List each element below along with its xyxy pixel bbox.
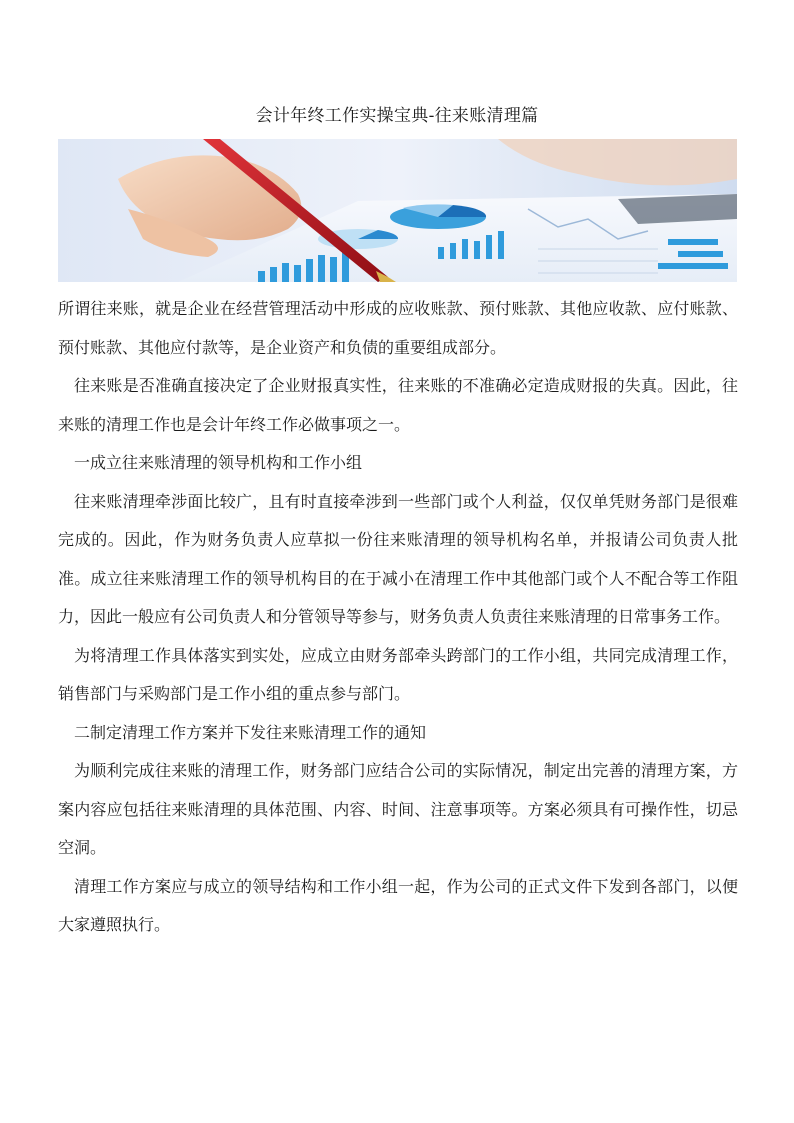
paragraph-leadership: 往来账清理牵涉面比较广，且有时直接牵涉到一些部门或个人利益，仅仅单凭财务部门是很难完成的。因此，作为财务负责人应草拟一份往来账清理的领导机构名单，并报请公司负责人批准。成立往来账清理工作的领导机构目的在于减小在清理工作中其他部门或个人不配合等工作阻力，因此一般应有公司负责人和分管领导等参与，财务负责人负责往来账清理的日常事务工作。 bbox=[58, 491, 738, 626]
financial-chart-with-pen-photo-icon bbox=[58, 139, 737, 282]
paragraph-intro: 所谓往来账，就是企业在经营管理活动中形成的应收账款、预付账款、其他应收款、应付账款、预付账款、其他应付款等，是企业资产和负债的重要组成部分。 bbox=[58, 299, 738, 357]
paragraph-plan: 为顺利完成往来账的清理工作，财务部门应结合公司的实际情况，制定出完善的清理方案，方案内容应包括往来账清理的具体范围、内容、时间、注意事项等。方案必须具有可操作性，切忌空洞。 bbox=[58, 761, 738, 857]
paragraph-working-group: 为将清理工作具体落实到实处，应成立由财务部牵头跨部门的工作小组，共同完成清理工作，销售部门与采购部门是工作小组的重点参与部门。 bbox=[58, 645, 738, 703]
paragraph-distribution: 清理工作方案应与成立的领导结构和工作小组一起，作为公司的正式文件下发到各部门，以便大家遵照执行。 bbox=[58, 876, 738, 934]
paragraph-importance: 往来账是否准确直接决定了企业财报真实性，往来账的不准确必定造成财报的失真。因此，往来账的清理工作也是会计年终工作必做事项之一。 bbox=[58, 376, 738, 434]
document-title: 会计年终工作实操宝典-往来账清理篇 bbox=[255, 106, 539, 126]
document-body bbox=[58, 290, 738, 945]
section-heading-2: 二制定清理工作方案并下发往来账清理工作的通知 bbox=[74, 722, 427, 742]
hero-image bbox=[58, 139, 737, 282]
section-heading-1: 一成立往来账清理的领导机构和工作小组 bbox=[74, 453, 363, 472]
